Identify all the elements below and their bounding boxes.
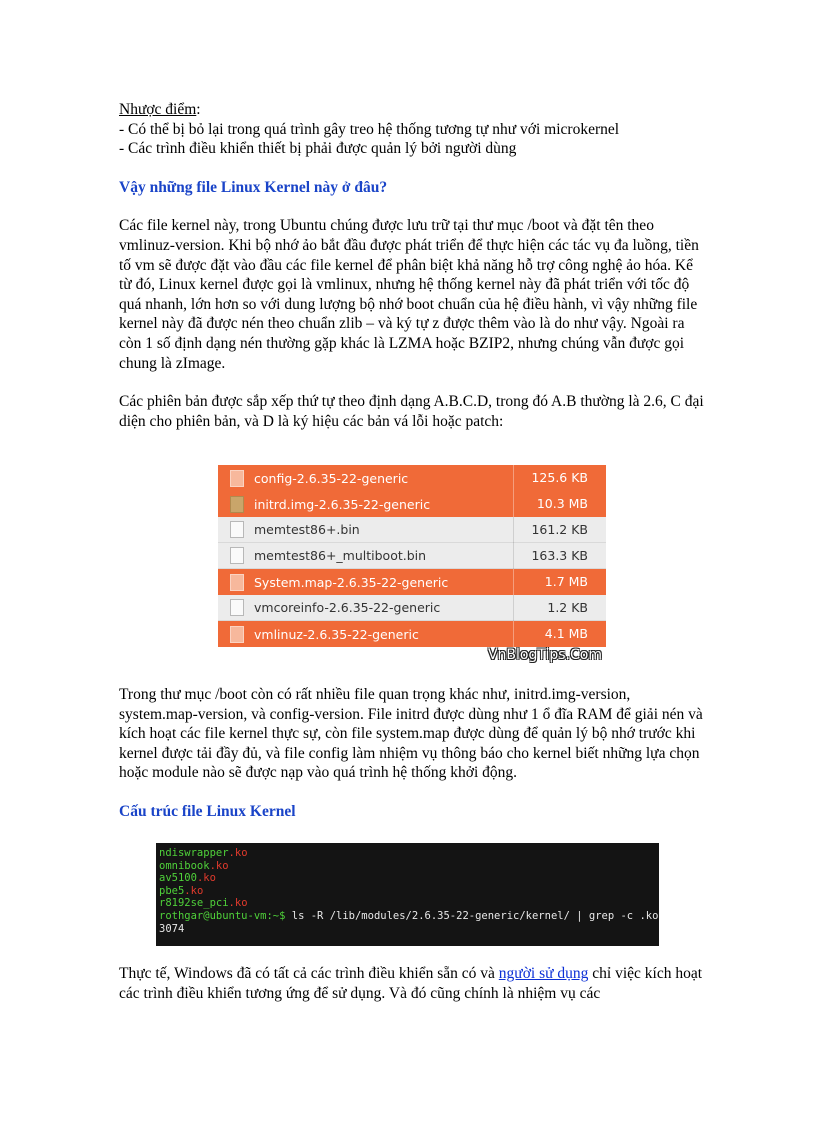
paragraph-versions: Các phiên bản được sắp xếp thứ tự theo định dạng A.B.C.D, trong đó A.B thường là 2.6, C đại diện cho phiên bản, và D là ký hiệu các bản vá lỗi hoặc patch: [119, 393, 704, 430]
file-icon [230, 599, 244, 616]
file-size: 163.3 KB [513, 543, 606, 569]
text-after-link: chỉ việc kích hoạt các trình điều khiển tương ứng để sử dụng. Và đó cũng chính là nhiệm vụ các [119, 965, 703, 1002]
module-name: pbe5 [159, 884, 185, 897]
terminal-prompt: rothgar@ubuntu-vm:~$ [159, 909, 292, 922]
document-body [119, 100, 709, 431]
file-row[interactable] [218, 517, 606, 543]
file-row[interactable] [218, 543, 606, 569]
file-name: memtest86+.bin [254, 522, 360, 537]
terminal-command-line [159, 909, 659, 923]
cons-item-1: - Có thể bị bỏ lại trong quá trình gây treo hệ thống tương tự như với microkernel [119, 120, 620, 138]
module-name: omnibook [159, 859, 210, 872]
terminal-line [159, 885, 656, 898]
file-row[interactable] [218, 621, 606, 647]
file-icon [230, 521, 244, 538]
paragraph-boot-files: Trong thư mục /boot còn có rất nhiều file quan trọng khác như, initrd.img-version, system.map-version, và config-version. File initrd được dùng như 1 ổ đĩa RAM để giải nén và kích hoạt các file kernel thực sự, còn file system.map được dùng để quản lý bộ nhớ trước khi kernel được tải đầy đủ, và file config làm nhiệm vụ thông báo cho kernel biết những lựa chọn hoặc module nào sẽ được nạp vào quá trình hệ thống khởi động. [119, 686, 703, 782]
document-body-3 [119, 964, 709, 1003]
archive-icon [230, 496, 244, 513]
file-icon [230, 626, 244, 643]
file-icon [230, 547, 244, 564]
file-row[interactable] [218, 465, 606, 491]
file-row[interactable] [218, 569, 606, 595]
file-row[interactable] [218, 595, 606, 621]
file-size: 125.6 KB [513, 465, 606, 491]
file-icon [230, 470, 244, 487]
boot-file-list-image [218, 465, 606, 665]
terminal-command: ls -R /lib/modules/2.6.35-22-generic/kernel/ | grep -c .ko [291, 909, 659, 922]
module-ext: .ko [196, 872, 216, 885]
file-name: System.map-2.6.35-22-generic [254, 574, 449, 590]
file-size: 161.2 KB [513, 517, 606, 543]
file-name: memtest86+_multiboot.bin [254, 548, 427, 563]
terminal-result: 3074 [159, 922, 185, 935]
terminal-line [159, 860, 656, 873]
paragraph-windows-drivers [119, 964, 709, 1003]
module-ext: .ko [209, 859, 229, 872]
file-name: vmlinuz-2.6.35-22-generic [254, 626, 419, 642]
module-name: r8192se_pci [159, 897, 229, 910]
cons-colon: : [196, 101, 201, 118]
file-row[interactable] [218, 491, 606, 517]
module-name: ndiswrapper [159, 847, 229, 859]
cons-item-2: - Các trình điều khiển thiết bị phải được quản lý bởi người dùng [119, 140, 517, 158]
file-name: config-2.6.35-22-generic [254, 470, 409, 486]
terminal-line [159, 872, 656, 885]
module-ext: .ko [228, 897, 248, 910]
file-size: 4.1 MB [513, 621, 606, 647]
module-name: av5100 [159, 872, 197, 885]
paragraph-kernel-files: Các file kernel này, trong Ubuntu chúng được lưu trữ tại thư mục /boot và đặt tên theo vmlinuz-version. Khi bộ nhớ ảo bắt đầu được phát triển để thực hiện các tác vụ đa luồng, tiền tố vm sẽ được đặt vào đầu các file kernel để phân biệt khả năng hỗ trợ công nghệ ảo hóa. Kể từ đó, Linux kernel được gọi là vmlinux, nhưng hệ thống kernel này đã phát triển với tốc độ quá nhanh, lớn hơn so với dung lượng bộ nhớ boot chuẩn của hệ điều hành, vì vậy những file kernel này đã được nén theo chuẩn zlib – và ký tự z được thêm vào là do như vậy. Ngoài ra còn 1 số định dạng nén thường gặp khác là LZMA hoặc BZIP2, nhưng chúng vẫn được gọi chung là zImage. [119, 217, 699, 372]
terminal-line [159, 847, 656, 860]
section-heading-structure: Cấu trúc file Linux Kernel [119, 802, 296, 820]
user-link[interactable]: người sử dụng [498, 965, 589, 982]
file-size: 1.2 KB [513, 595, 606, 621]
file-icon [230, 574, 244, 591]
file-size: 1.7 MB [513, 569, 606, 595]
module-ext: .ko [184, 884, 204, 897]
section-heading-location: Vậy những file Linux Kernel này ở đâu? [119, 178, 388, 196]
cons-title: Nhược điểm [119, 101, 197, 118]
terminal-screenshot [156, 843, 659, 946]
watermark: VnBlogTips.Com [487, 647, 602, 663]
file-name: vmcoreinfo-2.6.35-22-generic [254, 600, 441, 615]
terminal-line [159, 897, 656, 910]
file-size: 10.3 MB [513, 491, 606, 517]
module-ext: .ko [228, 847, 248, 859]
cons-title-line [119, 100, 709, 120]
text-before-link: Thực tế, Windows đã có tất cả các trình điều khiển sẵn có và [119, 965, 499, 982]
file-name: initrd.img-2.6.35-22-generic [254, 496, 431, 512]
document-body-2 [119, 685, 709, 822]
